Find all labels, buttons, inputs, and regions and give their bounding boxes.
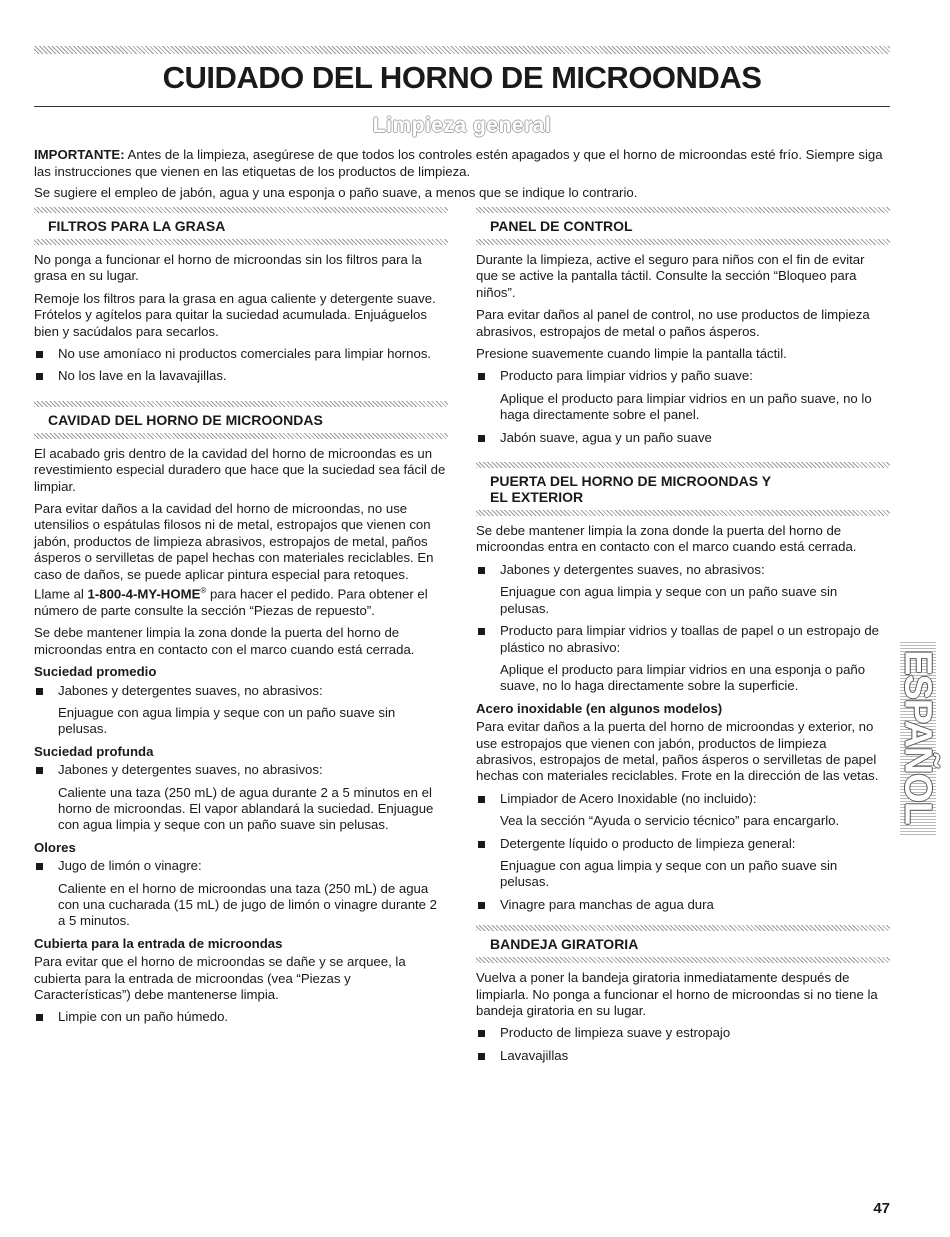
list-item: Producto de limpieza suave y estropajo xyxy=(476,1025,890,1041)
subheading: Olores xyxy=(34,839,76,855)
page-title: CUIDADO DEL HORNO DE MICROONDAS xyxy=(162,60,762,95)
subheading: Suciedad profunda xyxy=(34,743,154,759)
text: Para evitar daños a la cavidad del horno de microondas, no use utensilios o espátulas filosos ni de metal, estropajos que vienen con jabón, productos de limpieza abrasivos, estropajos de metal, paños ásperos o servilletas de papel hechas con materiales reciclables. En caso de daños, se puede aplicar pintura especial para retoques. Llame al xyxy=(34,501,434,602)
control-panel-body xyxy=(476,245,890,446)
list-item: Limpiador de Acero Inoxidable (no incluido): xyxy=(476,791,890,807)
bullet-list xyxy=(34,762,448,778)
indented-text: Enjuague con agua limpia y seque con un paño suave sin pelusas. xyxy=(500,857,838,890)
bullet-list xyxy=(476,368,890,384)
left-column xyxy=(34,207,448,1032)
important-label: IMPORTANTE: xyxy=(34,147,125,162)
subheading: Suciedad promedio xyxy=(34,664,157,680)
list-item: Lavavajillas xyxy=(476,1048,890,1064)
title-rule xyxy=(34,106,890,107)
paragraph: No ponga a funcionar el horno de microondas sin los filtros para la grasa en su lugar. xyxy=(34,252,422,284)
indented-text: Enjuague con agua limpia y seque con un paño suave sin pelusas. xyxy=(500,584,838,616)
subheading: Cubierta para la entrada de microondas xyxy=(34,935,283,951)
paragraph: Se debe mantener limpia la zona donde la puerta del horno de microondas entra en contacto con el marco cuando está cerrada. xyxy=(34,625,415,657)
page-subtitle: Limpieza general xyxy=(372,114,552,137)
list-item: Producto para limpiar vidrios y paño suave: xyxy=(476,368,890,384)
section-title: CAVIDAD DEL HORNO DE MICROONDAS xyxy=(48,411,323,428)
indented-text: Caliente una taza (250 mL) de agua durante 2 a 5 minutos en el horno de microondas. El vapor ablandará la suciedad. Enjuague con agua limpia y seque con un paño suave sin pelusas. xyxy=(58,784,434,833)
subheading: Acero inoxidable (en algunos modelos) xyxy=(476,700,723,716)
list-item: Limpie con un paño húmedo. xyxy=(34,1009,448,1025)
section-title xyxy=(476,468,890,510)
text: para hacer el pedido. Para obtener el número de parte consulte la sección “Piezas de repuesto”. xyxy=(34,586,428,618)
list-item: Jabones y detergentes suaves, no abrasivos: xyxy=(34,762,448,778)
title-line: EL EXTERIOR xyxy=(490,489,584,506)
grease-filters-body xyxy=(34,245,448,385)
bullet-list xyxy=(476,836,890,852)
paragraph: Vuelva a poner la bandeja giratoria inmediatamente después de limpiarla. No ponga a funcionar el horno de microondas si no tiene la bandeja giratoria en su lugar. xyxy=(476,970,878,1018)
suggest-paragraph: Se sugiere el empleo de jabón, agua y una esponja o paño suave, a menos que se indique lo contrario. xyxy=(34,185,638,201)
list-item: Jabones y detergentes suaves, no abrasivos: xyxy=(476,562,890,578)
list-item: Producto para limpiar vidrios y toallas de papel o un estropajo de plástico no abrasivo: xyxy=(476,623,890,656)
bullet-list xyxy=(476,791,890,807)
page-number: 47 xyxy=(873,1200,890,1217)
section-title: BANDEJA GIRATORIA xyxy=(490,936,639,953)
cavity-body xyxy=(34,439,448,1026)
bullet-list xyxy=(34,1009,448,1025)
language-tab-label: ESPAÑOL xyxy=(896,650,939,824)
bullet-list xyxy=(476,562,890,578)
indented-text: Aplique el producto para limpiar vidrios en una esponja o paño suave, no lo haga directamente sobre la superficie. xyxy=(500,661,866,694)
bullet-list xyxy=(34,346,448,385)
door-exterior-body xyxy=(476,516,890,913)
grease-filters-heading xyxy=(34,207,448,245)
cavity-heading xyxy=(34,401,448,439)
list-item: No use amoníaco ni productos comerciales para limpiar hornos. xyxy=(34,346,448,362)
bullet-list xyxy=(476,623,890,656)
bullet-list xyxy=(476,1025,890,1064)
section-title: PANEL DE CONTROL xyxy=(490,218,633,234)
intro-section xyxy=(34,147,894,207)
registered-mark: ® xyxy=(200,586,207,596)
turntable-heading xyxy=(476,925,890,963)
list-item: Vinagre para manchas de agua dura xyxy=(476,897,890,913)
bullet-list xyxy=(34,683,448,699)
list-item: No los lave en la lavavajillas. xyxy=(34,368,448,384)
important-text: Antes de la limpieza, asegúrese de que todos los controles estén apagados y que el horno de microondas esté frío. Siempre siga las instrucciones que vienen en las etiquetas de los productos de limpieza. xyxy=(34,147,883,179)
bullet-list xyxy=(476,430,890,446)
indented-text: Caliente en el horno de microondas una taza (250 mL) de agua con una cucharada (15 mL) de jugo de limón o vinagre durante 2 a 5 minutos. xyxy=(58,880,438,929)
paragraph: El acabado gris dentro de la cavidad del horno de microondas es un revestimiento especial duradero que hace que la suciedad sea fácil de limpiar. xyxy=(34,445,446,494)
list-item: Jabones y detergentes suaves, no abrasivos: xyxy=(34,683,448,699)
bullet-list xyxy=(476,897,890,913)
list-item: Jabón suave, agua y un paño suave xyxy=(476,430,890,446)
paragraph xyxy=(34,501,448,619)
bullet-list xyxy=(34,858,448,874)
top-hatch-band xyxy=(34,46,890,54)
list-item: Detergente líquido o producto de limpieza general: xyxy=(476,836,890,852)
paragraph: Durante la limpieza, active el seguro para niños con el fin de evitar que se active la pantalla táctil. Consulte la sección “Bloqueo para niños”. xyxy=(476,252,865,300)
paragraph: Para evitar daños a la puerta del horno de microondas y exterior, no use estropajos que vienen con jabón, productos de limpieza abrasivos, estropajos de metal, paños ásperos o servilletas de papel hechas con materiales reciclables. Frote en la dirección de las vetas. xyxy=(476,719,879,784)
indented-text: Vea la sección “Ayuda o servicio técnico” para encargarlo. xyxy=(500,813,840,829)
important-paragraph xyxy=(34,147,894,180)
right-column xyxy=(476,207,890,1070)
title-line: PUERTA DEL HORNO DE MICROONDAS Y xyxy=(490,473,772,490)
list-item: Jugo de limón o vinagre: xyxy=(34,858,448,874)
section-title: FILTROS PARA LA GRASA xyxy=(48,218,226,234)
control-panel-heading xyxy=(476,207,890,245)
phone-number: 1-800-4-MY-HOME xyxy=(87,586,201,602)
indented-text: Enjuague con agua limpia y seque con un paño suave sin pelusas. xyxy=(58,704,396,737)
paragraph: Se debe mantener limpia la zona donde la puerta del horno de microondas entra en contacto con el marco cuando está cerrada. xyxy=(476,523,857,555)
turntable-body xyxy=(476,963,890,1064)
paragraph: Para evitar que el horno de microondas se dañe y se arquee, la cubierta para la entrada de microondas (vea “Piezas y Características”) debe mantenerse limpia. xyxy=(34,954,406,1003)
paragraph: Presione suavemente cuando limpie la pantalla táctil. xyxy=(476,346,787,362)
indented-text: Aplique el producto para limpiar vidrios en un paño suave, no lo haga directamente sobre el panel. xyxy=(500,390,872,423)
paragraph: Remoje los filtros para la grasa en agua caliente y detergente suave. Frótelos y agítelos para quitar la suciedad acumulada. Enjuáguelos bien y sacúdalos para secarlos. xyxy=(34,290,436,339)
door-exterior-heading xyxy=(476,462,890,516)
paragraph: Para evitar daños al panel de control, no use productos de limpieza abrasivos, estropajos de metal o paños ásperos. xyxy=(476,307,870,339)
